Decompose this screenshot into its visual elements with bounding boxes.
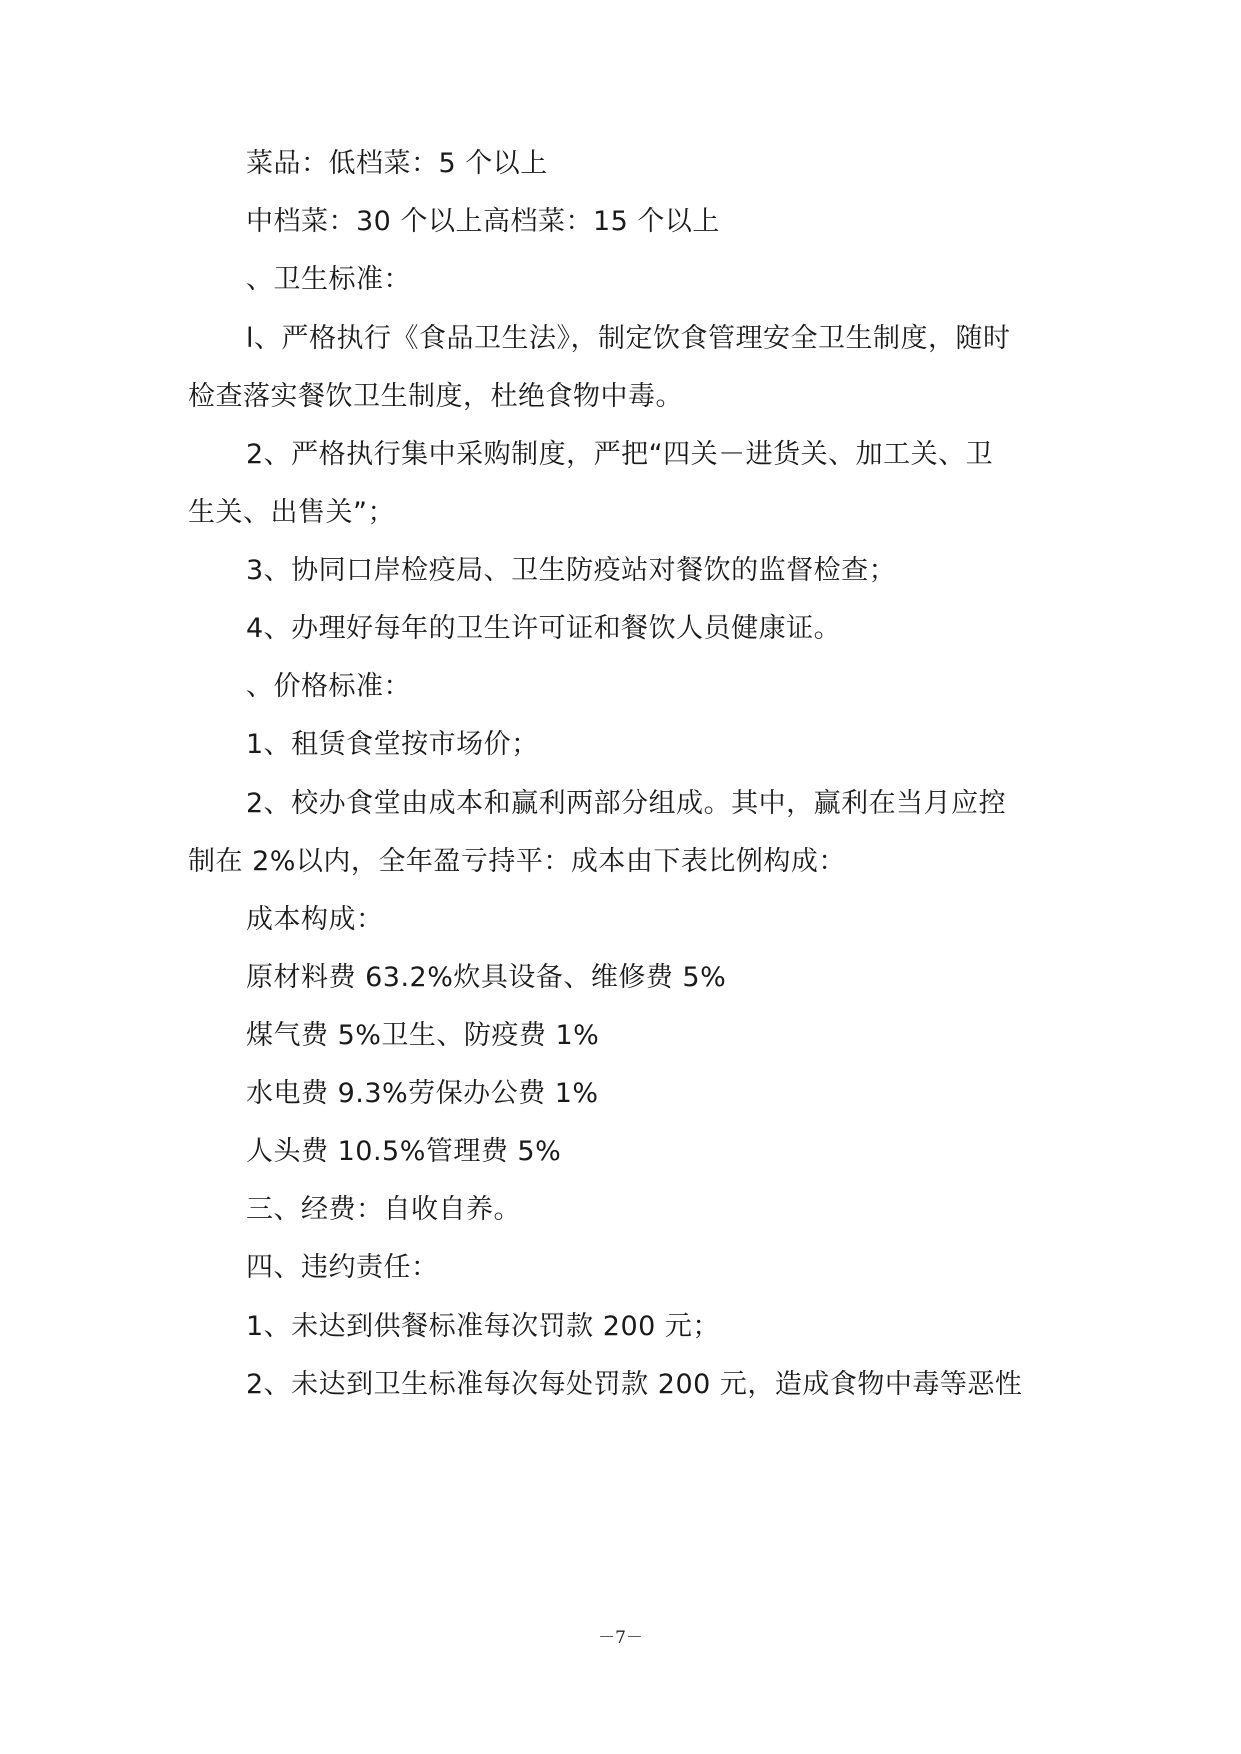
section-heading: 四、违约责任：	[246, 1252, 439, 1283]
text-line: 生关、出售关”；	[188, 497, 395, 528]
text-line: 3、协同口岸检疫局、卫生防疫站对餐饮的监督检查；	[246, 555, 897, 586]
text-line: 菜品：低档菜：5 个以上	[246, 148, 548, 179]
text-line: 检查落实餐饮卫生制度，杜绝食物中毒。	[188, 381, 683, 412]
text-line: 4、办理好每年的卫生许可证和餐饮人员健康证。	[246, 613, 842, 644]
page-number: －7－	[598, 1628, 643, 1648]
section-heading: 三、经费：自收自养。	[246, 1194, 521, 1225]
text-line: 1、租赁食堂按市场价；	[246, 729, 539, 760]
text-line: 2、未达到卫生标准每次每处罚款 200 元，造成食物中毒等恶性	[246, 1369, 1023, 1400]
text-line: 原材料费 63.2%炊具设备、维修费 5%	[246, 962, 727, 993]
text-line: 成本构成：	[246, 904, 384, 935]
text-line: 2、校办食堂由成本和赢利两部分组成。其中，赢利在当月应控	[246, 788, 1007, 819]
text-line: 煤气费 5%卫生、防疫费 1%	[246, 1020, 600, 1051]
text-line: l、严格执行《食品卫生法》，制定饮食管理安全卫生制度，随时	[246, 323, 1011, 354]
text-line: 1、未达到供餐标准每次罚款 200 元；	[246, 1311, 720, 1342]
text-line: 水电费 9.3%劳保办公费 1%	[246, 1078, 599, 1109]
section-heading: 、卫生标准：	[246, 264, 411, 295]
section-heading: 、价格标准：	[246, 671, 411, 702]
text-line: 2、严格执行集中采购制度，严把“四关－进货关、加工关、卫	[246, 439, 994, 470]
text-line: 中档菜：30 个以上高档菜：15 个以上	[246, 206, 720, 237]
text-line: 人头费 10.5%管理费 5%	[246, 1136, 562, 1167]
text-line: 制在 2%以内，全年盈亏持平：成本由下表比例构成：	[188, 846, 846, 877]
